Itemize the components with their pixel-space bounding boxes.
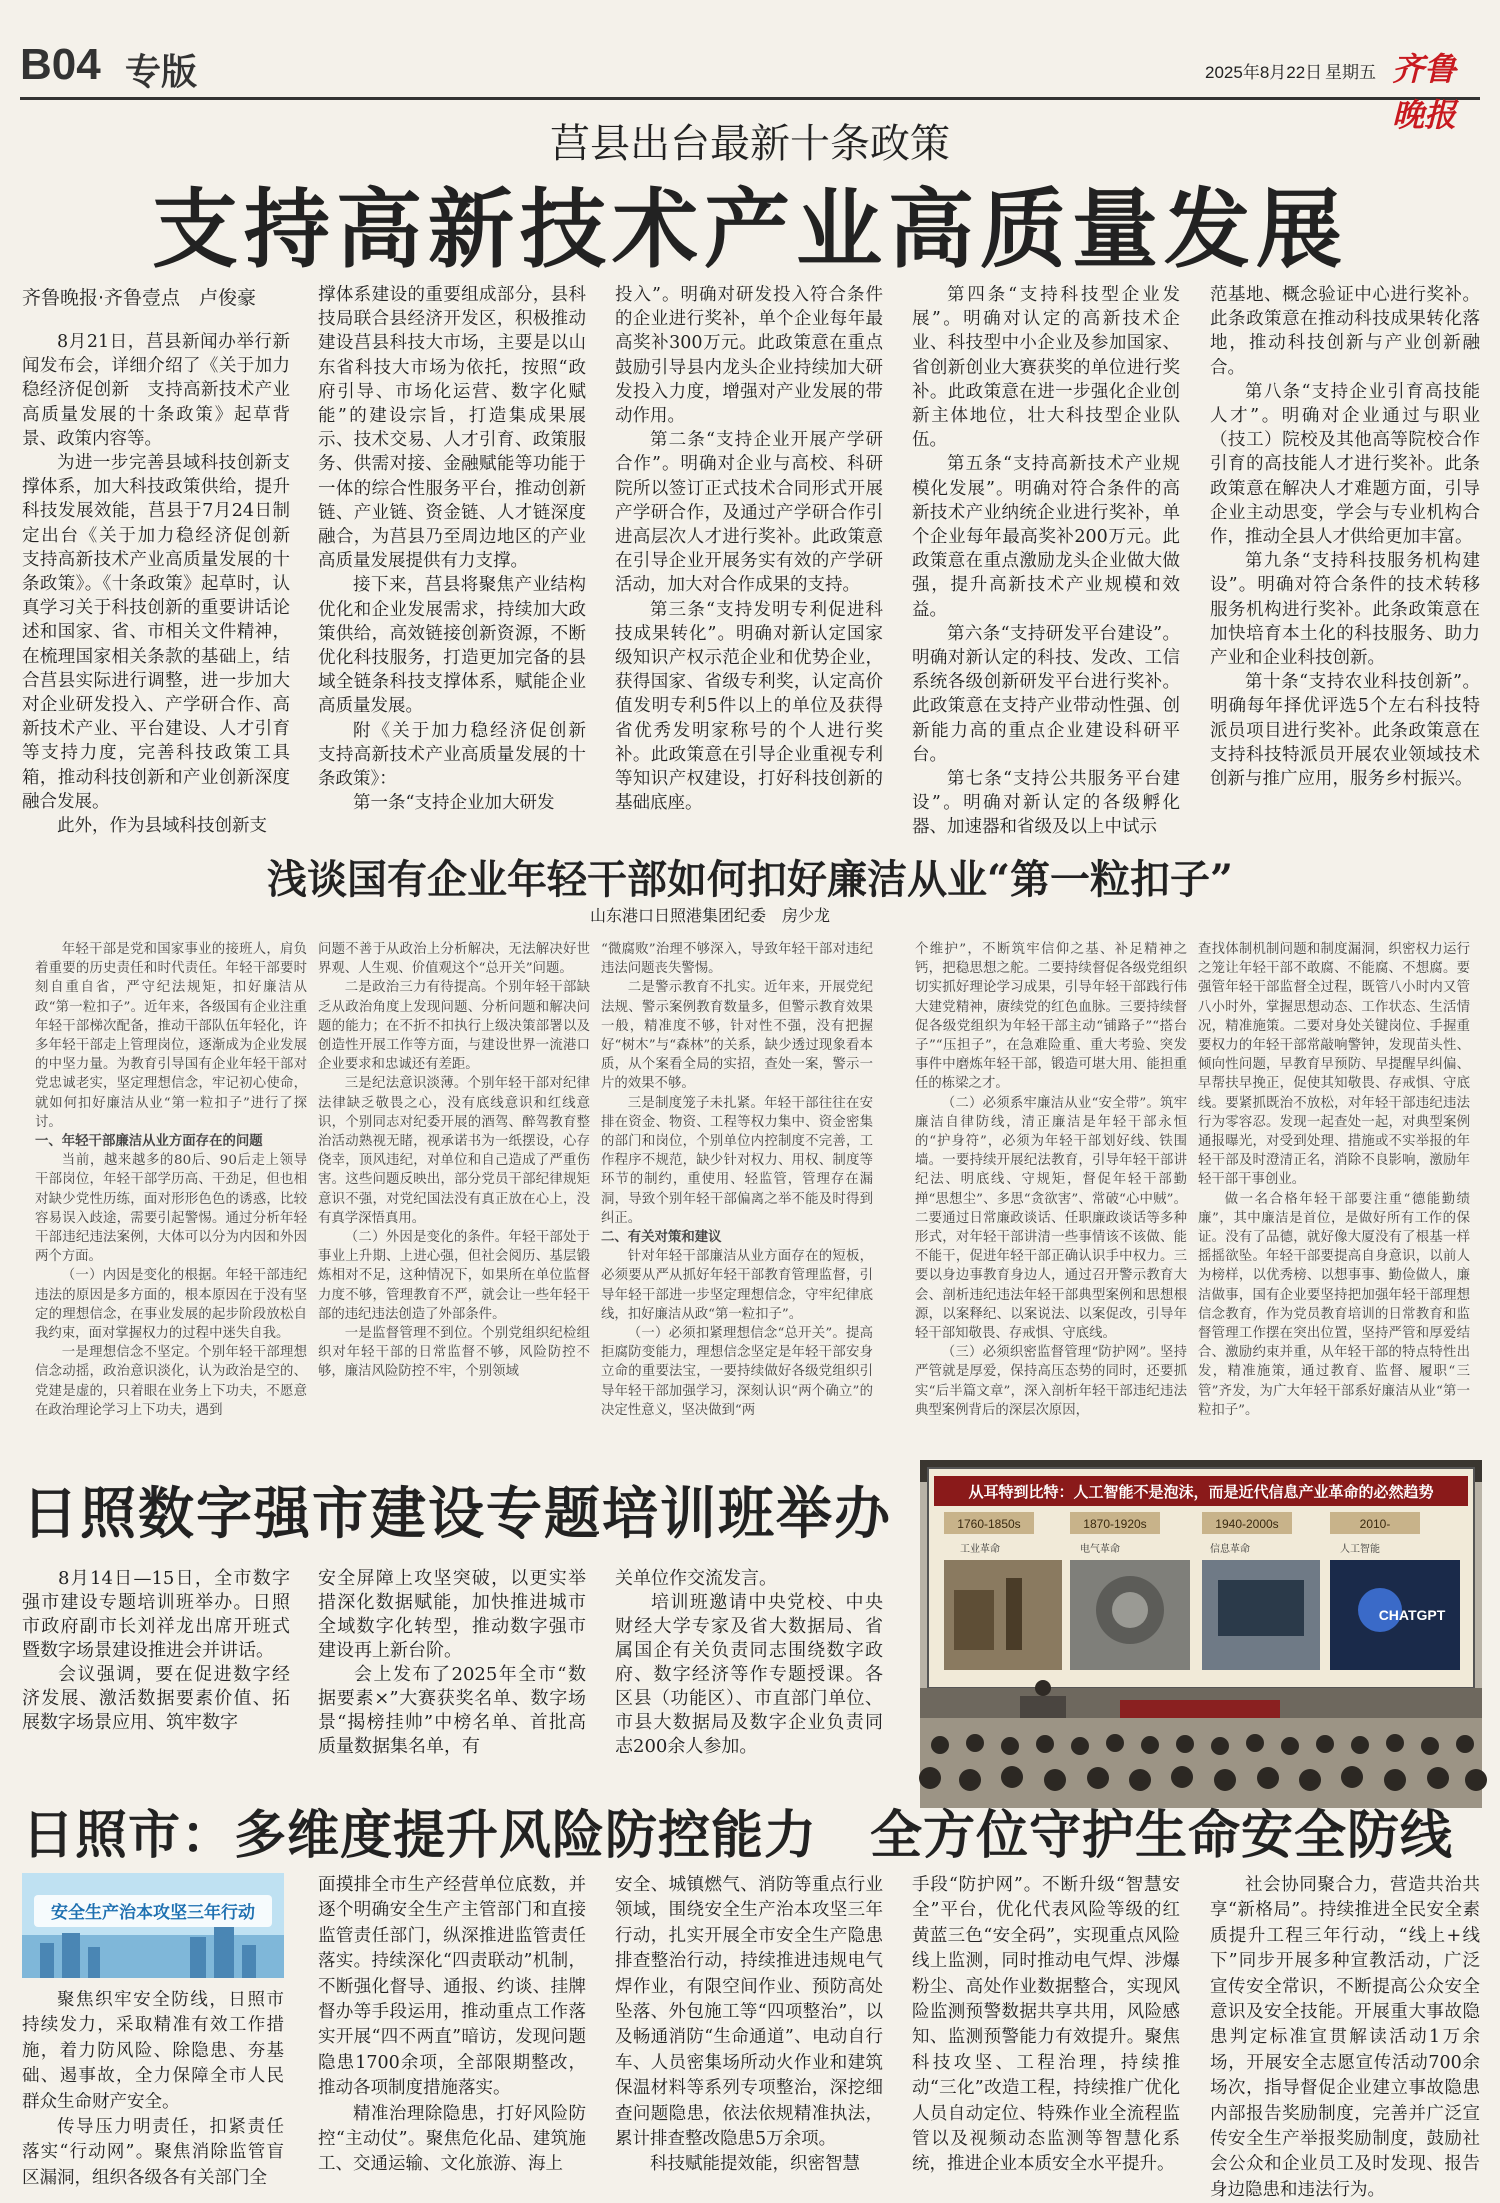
newspaper-logo: 齐鲁晚报 bbox=[1392, 50, 1457, 134]
article3-column-2 bbox=[318, 1567, 586, 1809]
paragraph: （三）必须织密监督管理“防护网”。坚持严管就是厚爱，保持高压态势的同时，还要抓实“后半篇文章”，深入剖析年轻干部违纪违法典型案例背后的深层次原因， bbox=[915, 1345, 1187, 1418]
paragraph: 二是政治三力有待提高。个别年轻干部缺乏从政治角度上发现问题、分析问题和解决问题的能力；在不折不扣执行上级决策部署以及创造性开展工作等方面，与建设世界一流港口企业要求和忠诚还有差距。 bbox=[318, 980, 590, 1073]
paragraph: 第七条“支持公共服务平台建设”。明确对新认定的各级孵化器、加速器和省级及以上中试示 bbox=[912, 769, 1180, 838]
paragraph: （一）必须扣紧理想信念“总开关”。提高拒腐防变能力，理想信念坚定是年轻干部安身立命的重要法宝，一要持续做好各级党组织引导年轻干部加强学习，深刻认识“两个确立”的决定性意义，坚决做到“两 bbox=[601, 1326, 873, 1418]
paragraph: 第一条“支持企业加大研发 bbox=[353, 793, 555, 814]
article2-column-5 bbox=[1198, 940, 1470, 1434]
era-sub-label: 工业革命 bbox=[960, 1544, 1000, 1555]
paragraph: （二）外因是变化的条件。年轻干部处于事业上升期、上进心强，但社会阅历、基层锻炼相对不足，这种情况下，如果所在单位监督力度不够，管理教育不严，就会让一些年轻干部的违纪违法创造了外部条件。 bbox=[318, 1230, 590, 1322]
era-label: 2010- bbox=[1359, 1517, 1391, 1531]
article2-byline: 山东港口日照港集团纪委 房少龙 bbox=[590, 906, 831, 925]
paragraph: 二是警示教育不扎实。近年来，开展党纪法规、警示案例教育数量多，但警示教育效果一般，精准度不够，针对性不强，没有把握好“树木”与“森林”的关系，缺少透过现象看本质，从个案看全局的实招，查处一案，警示一片的效果不够。 bbox=[601, 980, 873, 1092]
paragraph: 年轻干部是党和国家事业的接班人，肩负着重要的历史责任和时代责任。年轻干部要时刻自重自省，严守纪法规矩，扣好廉洁从政“第一粒扣子”。近年来，各级国有企业注重年轻干部梯次配备，推动干部队伍年轻化，许多年轻干部走上管理岗位，逐渐成为企业发展的中坚力量。为教育引导国有企业年轻干部对党忠诚老实，坚定理想信念，牢记初心使命，就如何扣好廉洁从业“第一粒扣子”进行了探讨。 bbox=[35, 942, 307, 1130]
article4-column-5 bbox=[1210, 1873, 1480, 2200]
paragraph: 第十条“支持农业科技创新”。明确每年择优评选5个左右科技特派员项目进行奖补。此条政策意在支持科技特派员开展农业领域技术创新与推广应用，服务乡村振兴。 bbox=[1210, 672, 1480, 790]
paragraph: 传导压力明责任，扣紧责任落实“行动网”。聚焦消除监管盲区漏洞，组织各级各有关部门全 bbox=[22, 2117, 284, 2188]
paragraph: 做一名合格年轻干部要注重“德能勤绩廉”，其中廉洁是首位，是做好所有工作的保证。没有了品德，就好像大厦没有了根基一样摇摇欲坠。年轻干部要提高自身意识，以前人为榜样，以优秀榜、以想事事、勤俭做人，廉洁做事，国有企业要坚持把加强年轻干部理想信念教育，作为党员教育培训的日常教育和监督管理工作摆在突出位置，坚持严管和厚爱结合、激励约束并重，从年轻干部的特点特性出发，精准施策，通过教育、监督、履职“三管”齐发，为广大年轻干部系好廉洁从业“第一粒扣子”。 bbox=[1198, 1191, 1470, 1418]
article1-subtitle: 莒县出台最新十条政策 bbox=[550, 121, 950, 167]
article4-title: 日照市：多维度提升风险防控能力 全方位守护生命安全防线 bbox=[22, 1805, 1454, 1866]
paragraph: 精准治理除隐患，打好风险防控“主动仗”。聚焦危化品、建筑施工、交通运输、文化旅游、海上 bbox=[318, 2103, 586, 2175]
paragraph: 第二条“支持企业开展产学研合作”。明确对企业与高校、科研院所以签订正式技术合同形式开展产学研合作，及通过产学研合作引进高层次人才进行奖补。此政策意在引导企业开展务实有效的产学研活动，加大对合作成果的支持。 bbox=[615, 430, 883, 596]
paragraph: 第三条“支持发明专利促进科技成果转化”。明确对新认定国家级知识产权示范企业和优势企业，获得国家、省级专利奖，认定高价值发明专利5件以上的单位及获得省优秀发明家称号的个人进行奖补。此政策意在引导企业重视专利等知识产权建设，打好科技创新的基础底座。 bbox=[615, 599, 883, 814]
paragraph: 撑体系建设的重要组成部分，县科技局联合县经济开发区，积极推动建设莒县科技大市场，主要是以山东省科技大市场为依托，按照“政府引导、市场化运营、数字化赋能”的建设宗旨，打造集成果展示、技术交易、人才引育、政策服务、供需对接、金融赋能等功能于一体的综合性服务平台，推动创新链、产业链、资金链、人才链深度融合，为莒县乃至周边地区的产业高质量发展提供有力支撑。 bbox=[318, 285, 586, 572]
slide-title: 从耳特到比特：人工智能不是泡沫，而是近代信息产业革命的必然趋势 bbox=[968, 1483, 1434, 1501]
article3-column-3 bbox=[615, 1567, 883, 1809]
page-number: B04 bbox=[20, 40, 101, 89]
era-sub-label: 人工智能 bbox=[1340, 1544, 1380, 1555]
paragraph: 8月21日，莒县新闻办举行新闻发布会，详细介绍了《关于加力稳经济促创新 支持高新技术产业高质量发展的十条政策》起草背景、政策内容等。 bbox=[22, 332, 290, 449]
paragraph: 面摸排全市生产经营单位底数，并逐个明确安全生产主管部门和直接监管责任部门，纵深推进监管责任落实。持续深化“四责联动”机制，不断强化督导、通报、约谈、挂牌督办等手段运用，推动重点工作落实开展“四不两直”暗访，发现问题隐患1700余项，全部限期整改，推动各项制度措施落实。 bbox=[318, 1875, 586, 2099]
article4-column-4 bbox=[912, 1873, 1180, 2188]
campaign-badge bbox=[22, 1873, 284, 1978]
paragraph: 社会协同聚合力，营造共治共享“新格局”。持续推进全民安全素质提升工程三年行动，“线上+线下”同步开展多种宣教活动，广泛宣传安全常识，不断提高公众安全意识及安全技能。开展重大事故隐患判定标准宣贯解读活动1万余场，开展安全志愿宣传活动700余场次，指导督促企业建立事故隐患内部报告奖励制度，完善并广泛宣传安全生产举报奖励制度，鼓励社会公众和企业员工及时发现、报告身边隐患和违法行为。 bbox=[1210, 1875, 1480, 2200]
era-label: 1760-1850s bbox=[957, 1517, 1021, 1531]
paragraph: 问题不善于从政治上分析解决，无法解决好世界观、人生观、价值观这个“总开关”问题。 bbox=[318, 942, 590, 977]
paragraph: 查找体制机制问题和制度漏洞，织密权力运行之笼让年轻干部不敢腐、不能腐、不想腐。要强管年轻干部监督全过程，既管八小时内又管八小时外，掌握思想动态、工作状态、生活情况，精准施策。二要对身处关键岗位、手握重要权力的年轻干部常敲响警钟，发现苗头性、倾向性问题，早教育早预防、早提醒早纠偏、早帮扶早挽正，促使其知敬畏、存戒惧、守底线。要紧抓既治不放松，对年轻干部违纪违法行为零容忍。发现一起查处一起，对典型案例通报曝光，对受到处理、措施或不实举报的年轻干部及时澄清正名，消除不良影响，激励年轻干部干事创业。 bbox=[1198, 942, 1470, 1188]
paragraph: 范基地、概念验证中心进行奖补。此条政策意在推动科技成果转化落地，推动科技创新与产业创新融合。 bbox=[1210, 285, 1480, 378]
paragraph: 第九条“支持科技服务机构建设”。明确对符合条件的技术转移服务机构进行奖补。此条政策意在加快培育本土化的科技服务、助力产业和企业科技创新。 bbox=[1210, 551, 1480, 669]
paragraph: 三是纪法意识淡薄。个别年轻干部对纪律法律缺乏敬畏之心，没有底线意识和红线意识，个别同志对纪委开展的酒驾、醉驾教育整治活动熟视无睹，视承诺书为一纸摆设，心存侥幸，顶风违纪，对单位和自己造成了严重伤害。这些问题反映出，部分党员干部纪律规矩意识不强，对党纪国法没有真正放在心上，没有真学深悟真用。 bbox=[318, 1076, 590, 1226]
section-heading: 一、年轻干部廉洁从业方面存在的问题 bbox=[35, 1133, 263, 1150]
article2-column-4 bbox=[915, 940, 1187, 1434]
paragraph: 会上发布了2025年全市“数据要素×”大赛获奖名单、数字场景“揭榜挂帅”中榜名单、首批高质量数据集名单，有 bbox=[318, 1664, 586, 1757]
paragraph: 第六条“支持研发平台建设”。明确对新认定的科技、发改、工信系统各级创新研发平台进行奖补。此政策意在支持产业带动性强、创新能力高的重点企业建设科研平台。 bbox=[912, 623, 1180, 765]
era-sub-label: 电气革命 bbox=[1080, 1544, 1120, 1555]
paragraph: 此外，作为县域科技创新支 bbox=[57, 816, 267, 837]
article1-title: 支持高新技术产业高质量发展 bbox=[152, 179, 1348, 280]
article3-column-1 bbox=[22, 1567, 290, 1809]
paragraph: 第四条“支持科技型企业发展”。明确对认定的高新技术企业、科技型中小企业及参加国家、省创新创业大赛获奖的单位进行奖补。此政策意在进一步强化企业创新主体地位，壮大科技型企业队伍。 bbox=[912, 285, 1180, 451]
paragraph: 科技赋能提效能，织密智慧 bbox=[650, 2154, 860, 2175]
article4-column-1 bbox=[22, 1988, 284, 2188]
paragraph: 手段“防护网”。不断升级“智慧安全”平台，优化代表风险等级的红黄蓝三色“安全码”，实现重点风险线上监测，同时推动电气焊、涉爆粉尘、高处作业数据整合，实现风险监测预警数据共享共用，风险感知、监测预警能力有效提升。聚焦科技攻坚、工程治理，持续推动“三化”改造工程，持续推广优化人员自动定位、特殊作业全流程监管以及视频动态监测等智慧化系统，推进企业本质安全水平提升。 bbox=[912, 1875, 1180, 2175]
paragraph: 个维护”，不断筑牢信仰之基、补足精神之钙，把稳思想之舵。二要持续督促各级党组织切实抓好理论学习成果，引导年轻干部践行伟大建党精神，赓续党的红色血脉。三要持续督促各级党组织为年轻干部主动“铺路子”“搭台子”“压担子”，在急难险重、重大考验、突发事件中磨炼年轻干部，锻造可堪大用、能担重任的栋梁之才。 bbox=[915, 942, 1187, 1092]
paragraph: 安全、城镇燃气、消防等重点行业领域，围绕安全生产治本攻坚三年行动，扎实开展全市安全生产隐患排查整治行动，持续推进违规电气焊作业，有限空间作业、预防高处坠落、外包施工等“四项整治”，以及畅通消防“生命通道”、电动自行车、人员密集场所动火作业和建筑保温材料等系列专项整治，深挖细查问题隐患，依法依规精准执法，累计排查整改隐患5万余项。 bbox=[615, 1875, 883, 2150]
article2-column-3 bbox=[601, 940, 873, 1434]
chatgpt-logo: CHATGPT bbox=[1378, 1607, 1446, 1623]
era-label: 1940-2000s bbox=[1215, 1517, 1279, 1531]
article2-title: 浅谈国有企业年轻干部如何扣好廉洁从业“第一粒扣子” bbox=[266, 856, 1233, 903]
paragraph: （一）内因是变化的根据。年轻干部违纪违法的原因是多方面的，根本原因在于没有坚定的理想信念，在事业发展的起步阶段放松自我约束，面对掌握权力的过程中迷失自我。 bbox=[35, 1268, 307, 1342]
paragraph: （二）必须系牢廉洁从业“安全带”。筑牢廉洁自律防线，清正廉洁是年轻干部永恒的“护身符”，必须为年轻干部划好线、铁围墙。一要持续开展纪法教育，引导年轻干部讲纪法、明底线、守规矩，督促年轻干部勤掸“思想尘”、多思“贪欲害”、常破“心中贼”。二要通过日常廉政谈话、任职廉政谈话等多种形式，对年轻干部讲清一些事情该不该做、能不能干，促进年轻干部正确认识手中权力。三要以身边事教育身边人，通过召开警示教育大会、剖析违纪违法年轻干部典型案例和思想根源，以案释纪、以案说法、以案促改，引导年轻干部知敬畏、存戒惧、守底线。 bbox=[915, 1095, 1187, 1342]
paragraph: 聚焦织牢安全防线，日照市持续发力，采取精准有效工作措施，着力防风险、除隐患、夯基础、遏事故，全力保障全市人民群众生命财产安全。 bbox=[22, 1990, 284, 2112]
training-photo bbox=[920, 1460, 1482, 1808]
paragraph: 为进一步完善县域科技创新支撑体系，加大科技政策供给，提升科技发展效能，莒县于7月24日制定出台《关于加力稳经济促创新 支持高新技术产业高质量发展的十条政策》。《十条政策》起草时，认真学习关于科技创新的重要讲话论述和国家、省、市相关文件精神，在梳理国家相关条款的基础上，结合莒县实际进行调整，进一步加大对企业研发投入、产学研合作、高新技术产业、平台建设、人才引育等支持力度，完善科技政策工具箱，推动科技创新和产业创新深度融合发展。 bbox=[22, 453, 308, 812]
issue-date: 2025年8月22日 bbox=[1205, 63, 1323, 82]
paragraph: 针对年轻干部廉洁从业方面存在的短板，必须要从严从抓好年轻干部教育管理监督，引导年轻干部进一步坚定理想信念，守牢纪律底线，扣好廉洁从政“第一粒扣子”。 bbox=[601, 1249, 873, 1322]
paragraph: 投入”。明确对研发投入符合条件的企业进行奖补，单个企业每年最高奖补300万元。此政策意在重点鼓励引导县内龙头企业持续加大研发投入力度，增强对产业发展的带动作用。 bbox=[615, 285, 883, 427]
paragraph: 一是理想信念不坚定。个别年轻干部理想信念动摇，政治意识淡化，认为政治是空的、党建是虚的，只着眼在业务上下功夫，不愿意在政治理论学习上下功夫，遇到 bbox=[35, 1345, 307, 1418]
badge-text: 安全生产治本攻坚三年行动 bbox=[51, 1903, 255, 1923]
article2-column-1 bbox=[35, 940, 307, 1434]
article1-column-4 bbox=[912, 283, 1180, 838]
paragraph: 第五条“支持高新技术产业规模化发展”。明确对符合条件的高新技术产业纳统企业进行奖补，单个企业每年最高奖补200万元。此政策意在重点激励龙头企业做大做强，提升高新技术产业规模和效益。 bbox=[912, 454, 1180, 620]
section-label: 专版 bbox=[125, 52, 198, 93]
paragraph: 一是监督管理不到位。个别党组织纪检组织对年轻干部的日常监督不够，风险防控不够，廉洁风险防控不牢，个别领域 bbox=[318, 1326, 590, 1380]
page-header bbox=[20, 30, 1480, 134]
paragraph: 关单位作交流发言。 bbox=[615, 1568, 777, 1589]
issue-weekday: 星期五 bbox=[1325, 63, 1376, 83]
paragraph: 第八条“支持企业引育高技能人才”。明确对企业通过与职业（技工）院校及其他高等院校合作引育的高技能人才进行奖补。此条政策意在解决人才难题方面，引导企业主动思变，学会与专业机构合作，推动全县人才供给更加丰富。 bbox=[1210, 381, 1480, 548]
article1-column-3 bbox=[615, 283, 883, 828]
paragraph: 当前，越来越多的80后、90后走上领导干部岗位，年轻干部学历高、干劲足，但也相对缺少党性历练，面对形形色色的诱惑，比较容易误入歧途，需要引起警惕。通过分析年轻干部违纪违法案例，大体可以分为内因和外因两个方面。 bbox=[35, 1153, 307, 1265]
article4-column-2 bbox=[318, 1873, 586, 2188]
paragraph: 会议强调，要在促进数字经济发展、激活数据要素价值、拓展数字场景应用、筑牢数字 bbox=[22, 1664, 290, 1733]
article1-column-5 bbox=[1210, 283, 1480, 828]
article4-column-3 bbox=[615, 1873, 883, 2188]
era-sub-label: 信息革命 bbox=[1210, 1544, 1250, 1555]
article1-column-2 bbox=[318, 283, 604, 828]
article3-title: 日照数字强市建设专题培训班举办 bbox=[22, 1481, 892, 1547]
paragraph: 培训班邀请中央党校、中央财经大学专家及省大数据局、省属国企有关负责同志围绕数字政府、数字经济等作专题授课。各区县（功能区）、市直部门单位、市县大数据局及数字企业负责同志200余人参加。 bbox=[615, 1592, 883, 1757]
article1-byline: 齐鲁晚报·齐鲁壹点 卢俊豪 bbox=[22, 287, 257, 309]
paragraph: 接下来，莒县将聚焦产业结构优化和企业发展需求，持续加大政策供给，高效链接创新资源，不断优化科技服务，打造更加完备的县域全链条科技支撑体系，赋能企业高质量发展。 bbox=[318, 575, 586, 717]
paragraph: 8月14日—15日，全市数字强市建设专题培训班举办。日照市政府副市长刘祥龙出席开班式暨数字场景建设推进会并讲话。 bbox=[22, 1568, 290, 1661]
paragraph: “微腐败”治理不够深入，导致年轻干部对违纪违法问题丧失警惕。 bbox=[601, 942, 873, 977]
section-heading: 二、有关对策和建议 bbox=[601, 1229, 722, 1246]
article2-column-2 bbox=[318, 940, 590, 1434]
paragraph: 三是制度笼子未扎紧。年轻干部往往在安排在资金、物资、工程等权力集中、资金密集的部门和岗位，个别单位内控制度不完善，工作程序不规范，缺少针对权力、用权、制度等环节的制约，重使用、轻监管，管理存在漏洞，导致个别年轻干部偏离之举不能及时得到纠正。 bbox=[601, 1095, 873, 1226]
paragraph: 附《关于加力稳经济促创新 支持高新技术产业高质量发展的十条政策》： bbox=[318, 720, 604, 790]
article1-column-1 bbox=[22, 330, 308, 837]
paragraph: 安全屏障上攻坚突破，以更实举措深化数据赋能，加快推进城市全域数字化转型，推动数字强市建设再上新台阶。 bbox=[318, 1568, 586, 1661]
era-label: 1870-1920s bbox=[1083, 1517, 1147, 1531]
